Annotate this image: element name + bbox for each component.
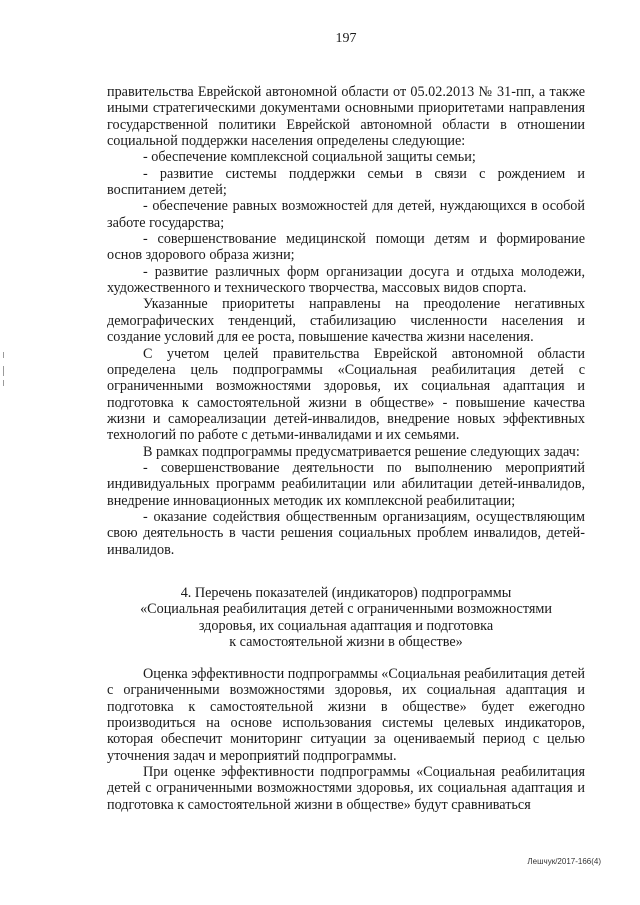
paragraph: В рамках подпрограммы предусматривается решение следующих задач: [143,443,580,460]
heading-line: здоровья, их социальная адаптация и подготовка [198,617,494,634]
body-text-bottom [107,666,585,813]
list-item: - совершенствование деятельности по выполнению мероприятий индивидуальных программ реабилитации или абилитации детей-инвалидов, внедрение инновационных методик их комплексной реабилитации; [107,459,585,509]
list-item: - обеспечение комплексной социальной защиты семьи; [143,149,476,166]
margin-scan-mark [3,352,4,358]
list-item: - совершенствование медицинской помощи детям и формирование основ здорового образа жизни; [107,231,585,264]
heading-line: к самостоятельной жизни в обществе» [229,634,463,651]
document-code: Лешчук/2017-166(4) [527,857,601,866]
page-number: 197 [335,31,357,46]
heading-line: «Социальная реабилитация детей с ограниченными возможностями [140,601,552,618]
paragraph: правительства Еврейской автономной области от 05.02.2013 № 31-пп, а также иными стратегическими документами основными приоритетами направления государственной политики Еврейской автономной области в отношении социальной поддержки населения определены следующие: [107,84,585,150]
list-item: - развитие системы поддержки семьи в связи с рождением и воспитанием детей; [107,165,585,199]
paragraph: С учетом целей правительства Еврейской автономной области определена цель подпрограммы «Социальная реабилитация детей с ограниченными возможностями здоровья, их социальная адаптация и подготовка к самостоятельной жизни в обществе» - повышение качества жизни и самореализации детей-инвалидов, внедрение новых эффективных технологий по работе с детьми-инвалидами и их семьями. [107,345,585,444]
list-item: - оказание содействия общественным организациям, осуществляющим свою деятельность в части решения социальных проблем инвалидов, детей-инвалидов. [107,508,585,558]
heading-line: 4. Перечень показателей (индикаторов) подпрограммы [180,585,512,601]
margin-scan-mark [3,366,4,376]
list-item: - развитие различных форм организации досуга и отдыха молодежи, художественного и технического творчества, массовых видов спорта. [107,263,585,297]
paragraph: При оценке эффективности подпрограммы «Социальная реабилитация детей с ограниченными возможностями здоровья, их социальная адаптация и подготовка к самостоятельной жизни в обществе» будут сравниваться [107,764,585,813]
paragraph: Оценка эффективности подпрограммы «Социальная реабилитация детей с ограниченными возможностями здоровья, их социальная адаптация и подготовка к самостоятельной жизни в обществе» будет ежегодно производиться на основе использования системы целевых индикаторов, которая обеспечит мониторинг ситуации за оцениваемый период с целью уточнения задач и мероприятий подпрограммы. [107,666,585,764]
list-item: - обеспечение равных возможностей для детей, нуждающихся в особой заботе государства; [107,198,585,231]
section-heading [107,585,585,650]
paragraph: Указанные приоритеты направлены на преодоление негативных демографических тенденций, стабилизацию численности населения и создание условий для ее роста, повышение качества жизни населения. [107,296,585,346]
margin-scan-mark [3,380,4,386]
body-text-top [107,84,585,558]
